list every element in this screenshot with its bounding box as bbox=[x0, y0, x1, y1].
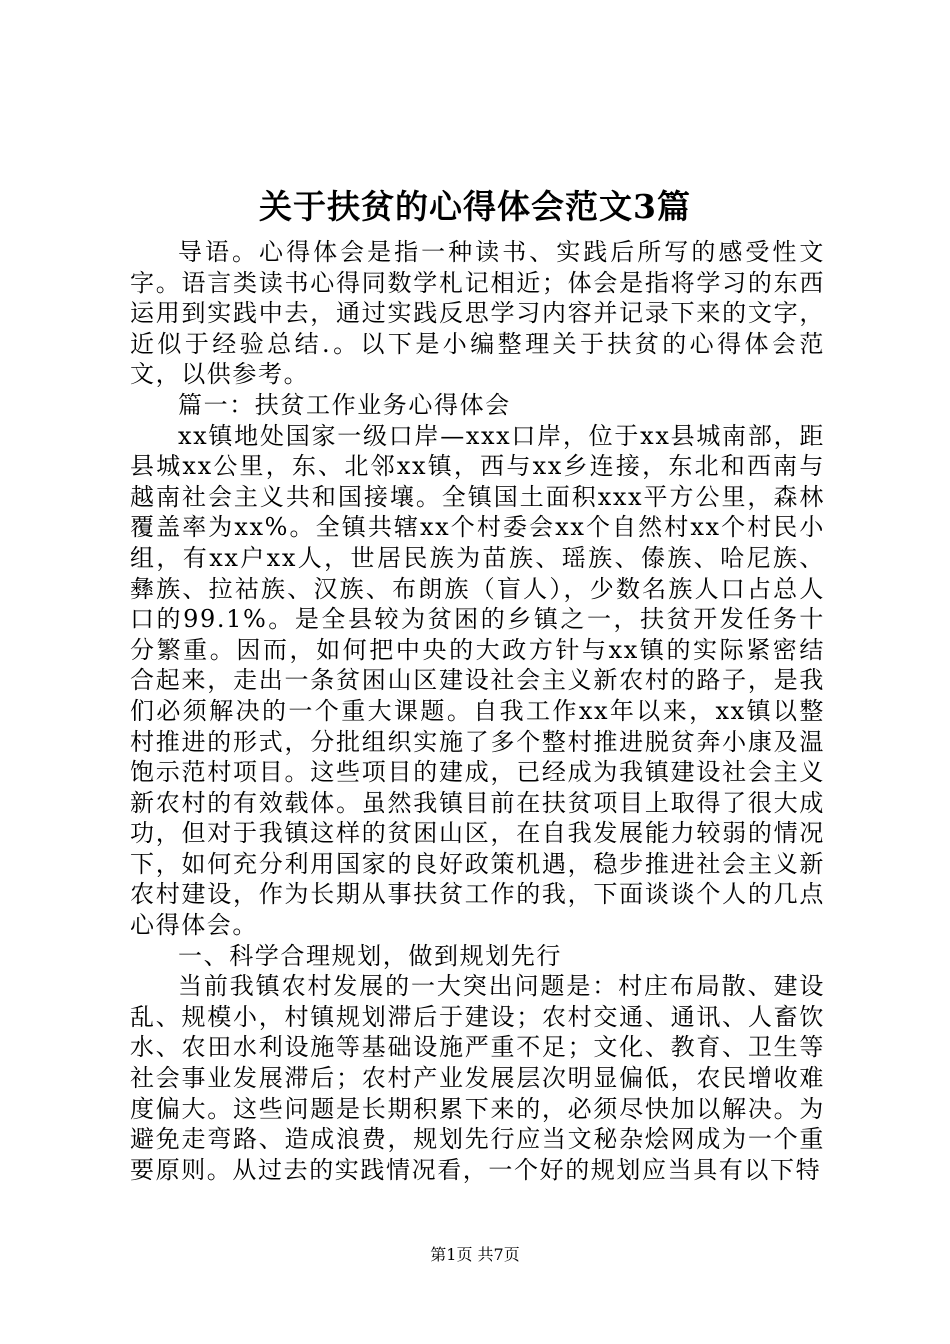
section-heading-planning: 一、科学合理规划，做到规划先行 bbox=[178, 941, 562, 970]
document-title: 关于扶贫的心得体会范文3篇 bbox=[259, 187, 691, 226]
page-footer: 第1页 共7页 bbox=[430, 1245, 520, 1264]
paragraph-intro: 导语。心得体会是指一种读书、实践后所写的感受性文字。语言类读书心得同数学札记相近；体会是指将学习的东西运用到实践中去，通过实践反思学习内容并记录下来的文字，近似于经验总结.。以下是小编整理关于扶贫的心得体会范文，以供参考。 bbox=[130, 238, 825, 389]
section-heading-part-one: 篇一：扶贫工作业务心得体会 bbox=[178, 390, 511, 419]
paragraph-town-overview: xx镇地处国家一级口岸—xxx口岸，位于xx县城南部，距县城xx公里，东、北邻xx镇，西与xx乡连接，东北和西南与越南社会主义共和国接壤。全镇国土面积xxx平方公里，森林覆盖率为xx%。全镇共辖xx个村委会xx个自然村xx个村民小组，有xx户xx人，世居民族为苗族、瑶族、傣族、哈尼族、彝族、拉祜族、汉族、布朗族（盲人），少数名族人口占总人口的99.1%。是全县较为贫困的乡镇之一，扶贫开发任务十分繁重。因而，如何把中央的大政方针与xx镇的实际紧密结合起来，走出一条贫困山区建设社会主义新农村的路子，是我们必须解决的一个重大课题。自我工作xx年以来，xx镇以整村推进的形式，分批组织实施了多个整村推进脱贫奔小康及温饱示范村项目。这些项目的建成，已经成为我镇建设社会主义新农村的有效载体。虽然我镇目前在扶贫项目上取得了很大成功，但对于我镇这样的贫困山区，在自我发展能力较弱的情况下，如何充分利用国家的良好政策机遇，稳步推进社会主义新农村建设，作为长期从事扶贫工作的我，下面谈谈个人的几点心得体会。 bbox=[130, 421, 825, 940]
document-body bbox=[130, 237, 825, 1185]
paragraph-planning-problems: 当前我镇农村发展的一大突出问题是：村庄布局散、建设乱、规模小，村镇规划滞后于建设；农村交通、通讯、人畜饮水、农田水利设施等基础设施严重不足；文化、教育、卫生等社会事业发展滞后；农村产业发展层次明显偏低，农民增收难度偏大。这些问题是长期积累下来的，必须尽快加以解决。为避免走弯路、造成浪费，规划先行应当文秘杂烩网成为一个重要原则。从过去的实践情况看，一个好的规划应当具有以下特 bbox=[130, 972, 825, 1184]
